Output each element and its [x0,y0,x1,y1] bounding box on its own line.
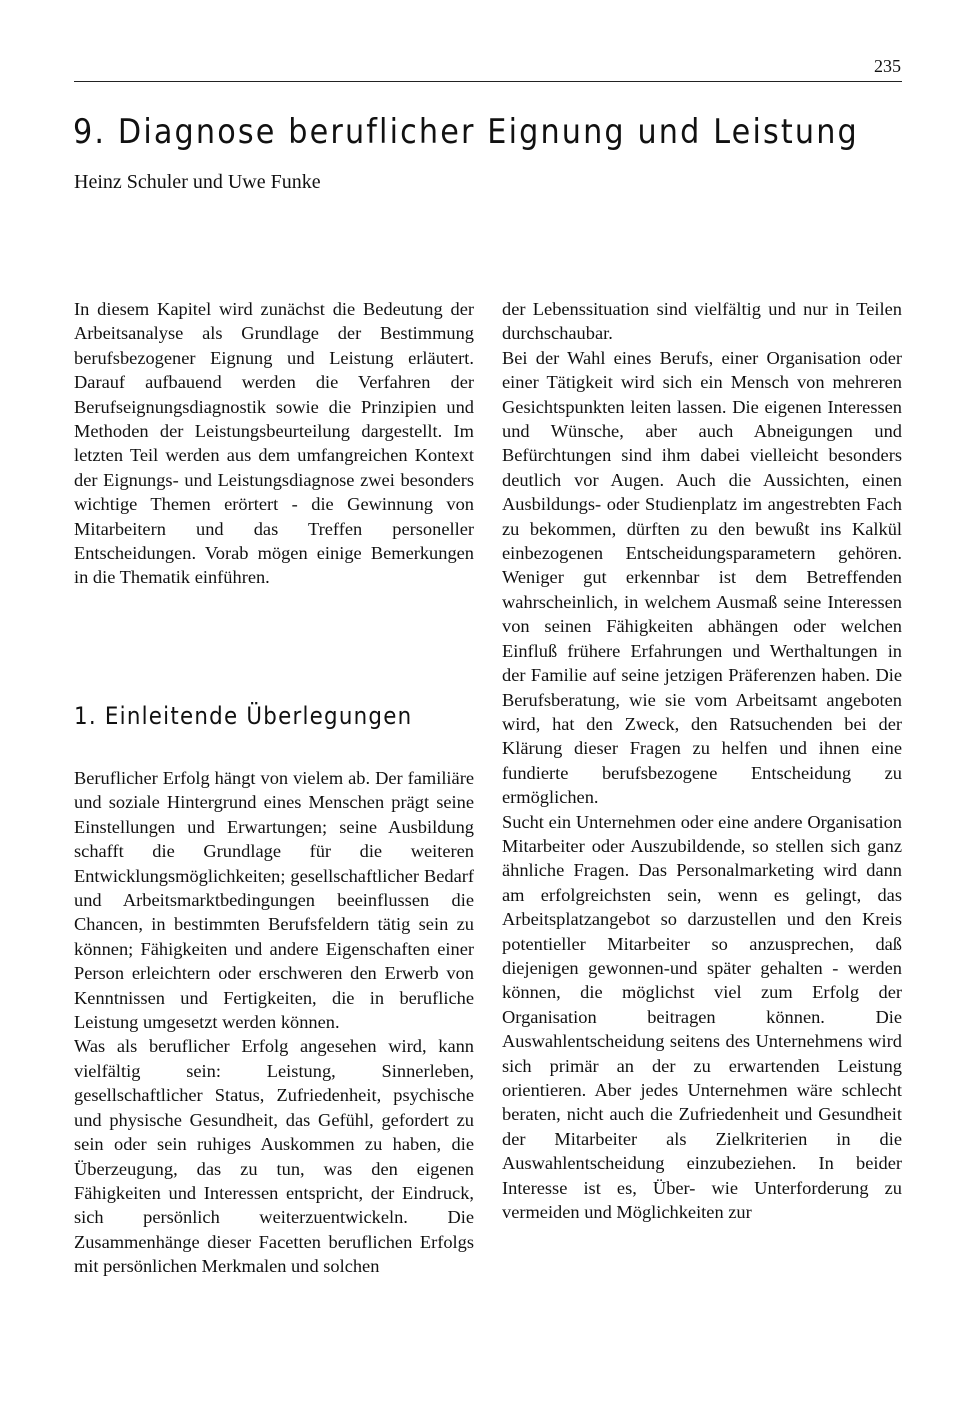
body-paragraph: Bei der Wahl eines Berufs, einer Organisation oder einer Tätigkeit wird sich ein Mensch von mehreren Gesichtspunkten leiten lassen. Die eigenen Interessen und Wünsche, aber auch Abneigungen und Befürchtungen sind ihm dabei vielleicht besonders deutlich vor Augen. Auch die Aussichten, einen Ausbildungs- oder Studienplatz im angestrebten Fach zu bekommen, dürften zu den bewußt ins Kalkül einbezogenen Entscheidungsparametern gehören. Weniger gut erkennbar ist dem Betreffenden wahrscheinlich, in welchem Ausmaß seine Interessen von seinen Fähigkeiten abhängen oder welchen Einfluß frühere Erfahrungen und Werthaltungen in der Familie auf seine jetzigen Präferenzen haben. Die Berufsberatung, wie sie vom Arbeitsamt angeboten wird, hat den Zweck, den Ratsuchenden bei der Klärung dieser Fragen zu helfen und ihnen eine fundierte berufsbezogene Entscheidung zu ermöglichen. [502,347,902,808]
left-column-body [74,766,474,1279]
body-paragraph: Sucht ein Unternehmen oder eine andere Organisation Mitarbeiter oder Auszubildende, so stellen sich ganz ähnliche Fragen. Das Personalmarketing wird dann am erfolgreichsten sein, wenn es gelingt, das Arbeitsplatzangebot so darzustellen und den Kreis potentieller Mitarbeiter so anzusprechen, daß diejenigen gewonnen-und später gehalten - werden können, die möglichst viel zum Erfolg der Organisation beitragen können. Die Auswahlentscheidung seitens des Unternehmens wird sich primär an der zu erwartenden Leistung orientieren. Aber jedes Unternehmen wäre schlecht beraten, nicht auch die Zufriedenheit und Gesundheit der Mitarbeiter als Zielkriterien in die Auswahlentscheidung einzubeziehen. In beider Interesse ist es, Über- wie Unterforderung zu vermeiden und Möglichkeiten zur [502,811,902,1223]
body-paragraph: der Lebenssituation sind vielfältig und nur in Teilen durchschaubar. [502,299,902,344]
body-paragraph: Was als beruflicher Erfolg angesehen wird, kann vielfältig sein: Leistung, Sinnerleben, gesellschaftlicher Status, Zufriedenheit, psychische und physische Gesundheit, das Gefühl, gefordert zu sein oder sein ruhiges Auskommen zu haben, die Überzeugung, das zu tun, was den eigenen Fähigkeiten und Interessen entspricht, der Eindruck, sich persönlich weiterzuentwickeln. Die Zusammenhänge dieser Facetten beruflichen Erfolgs mit persönlichen Merkmalen und solchen [74,1036,474,1277]
abstract-paragraph: In diesem Kapitel wird zunächst die Bedeutung der Arbeitsanalyse als Grundlage der Bestimmung berufsbezogener Eignung und Leistung erläutert. Darauf aufbauend werden die Verfahren der Berufseignungsdiagnostik sowie die Prinzipien und Methoden der Leistungsbeurteilung dargestellt. Im letzten Teil werden aus dem umfangreichen Kontext der Eignungs- und Leistungsdiagnose zwei besonders wichtige Themen erörtert - die Gewinnung von Mitarbeitern und das Treffen personeller Entscheidungen. Vorab mögen einige Bemerkungen in die Thematik einführen. [74,299,474,588]
right-column-body [502,297,902,1224]
chapter-abstract [74,297,474,590]
page-number: 235 [874,56,901,76]
chapter-authors: Heinz Schuler und Uwe Funke [74,171,321,193]
section-heading: 1. Einleitende Überlegungen [74,702,413,730]
header-rule [74,81,902,82]
body-paragraph: Beruflicher Erfolg hängt von vielem ab. Der familiäre und soziale Hintergrund eines Menschen prägt seine Einstellungen und Erwartungen; seine Ausbildung schafft die Grundlage für die weiteren Entwicklungsmöglichkeiten; gesellschaftlicher Bedarf und Arbeitsmarktbedingungen beeinflussen die Chancen, in bestimmten Berufsfeldern tätig sein zu können; Fähigkeiten und andere Eigenschaften einer Person erleichtern oder erschweren den Erwerb von Kenntnissen und Fertigkeiten, die in berufliche Leistung umgesetzt werden können. [74,768,474,1033]
chapter-title: 9. Diagnose beruflicher Eignung und Leistung [73,112,859,152]
